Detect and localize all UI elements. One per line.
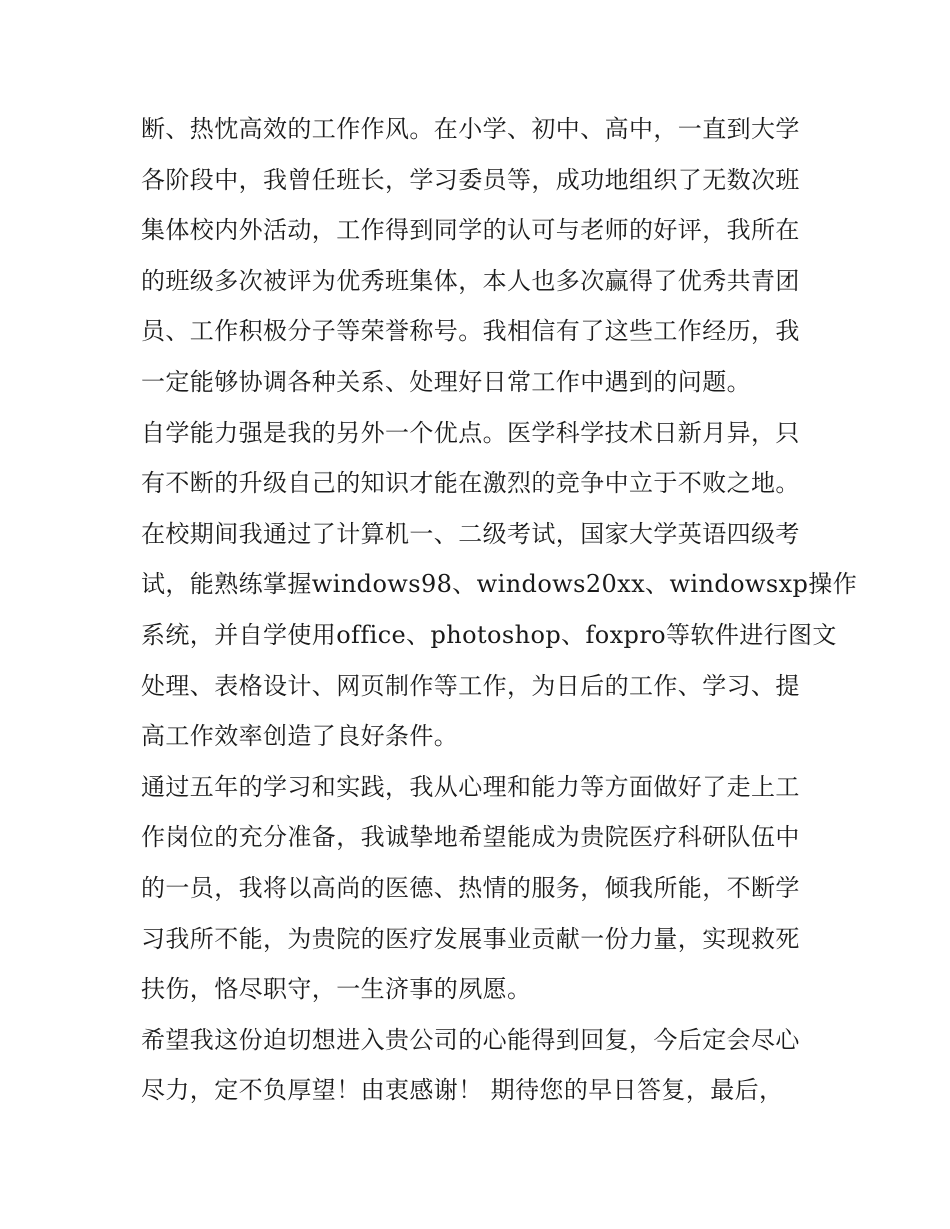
text-line: 系统，并自学使用office、photoshop、foxpro等软件进行图文	[141, 620, 837, 649]
text-line: 在校期间我通过了计算机一、二级考试，国家大学英语四级考	[141, 519, 800, 548]
text-line: 的班级多次被评为优秀班集体，本人也多次赢得了优秀共青团	[141, 266, 800, 295]
text-line: 的一员，我将以高尚的医德、热情的服务，倾我所能，不断学	[141, 873, 800, 902]
text-line: 集体校内外活动，工作得到同学的认可与老师的好评，我所在	[141, 216, 800, 245]
text-line: 自学能力强是我的另外一个优点。医学科学技术日新月异，只	[141, 418, 800, 447]
text-line: 一定能够协调各种关系、处理好日常工作中遇到的问题。	[141, 367, 751, 396]
text-line: 作岗位的充分准备，我诚挚地希望能成为贵院医疗科研队伍中	[141, 823, 800, 852]
paragraph-self-learning	[141, 408, 858, 762]
paragraph-preparation	[141, 762, 813, 1015]
text-line: 断、热忱高效的工作作风。在小学、初中、高中，一直到大学	[141, 115, 800, 143]
text-line: 试，能熟练掌握windows98、windows20xx、windowsxp操作	[141, 570, 858, 599]
text-line: 通过五年的学习和实践，我从心理和能力等方面做好了走上工	[141, 772, 800, 801]
text-line: 各阶段中，我曾任班长，学习委员等，成功地组织了无数次班	[141, 165, 800, 194]
paragraph-closing	[141, 1015, 813, 1116]
paragraph-work-experience	[141, 104, 813, 408]
text-line: 扶伤，恪尽职守，一生济事的夙愿。	[141, 975, 532, 1004]
text-line: 尽力，定不负厚望！由衷感谢！ 期待您的早日答复，最后，	[141, 1076, 784, 1105]
text-line: 习我所不能，为贵院的医疗发展事业贡献一份力量，实现救死	[141, 924, 800, 953]
text-line: 有不断的升级自己的知识才能在激烈的竞争中立于不败之地。	[141, 469, 800, 498]
text-line: 高工作效率创造了良好条件。	[141, 722, 459, 751]
text-line: 员、工作积极分子等荣誉称号。我相信有了这些工作经历，我	[141, 317, 800, 346]
text-line: 希望我这份迫切想进入贵公司的心能得到回复，今后定会尽心	[141, 1025, 800, 1054]
text-line: 处理、表格设计、网页制作等工作，为日后的工作、学习、提	[141, 671, 800, 700]
letter-body	[141, 104, 858, 1116]
